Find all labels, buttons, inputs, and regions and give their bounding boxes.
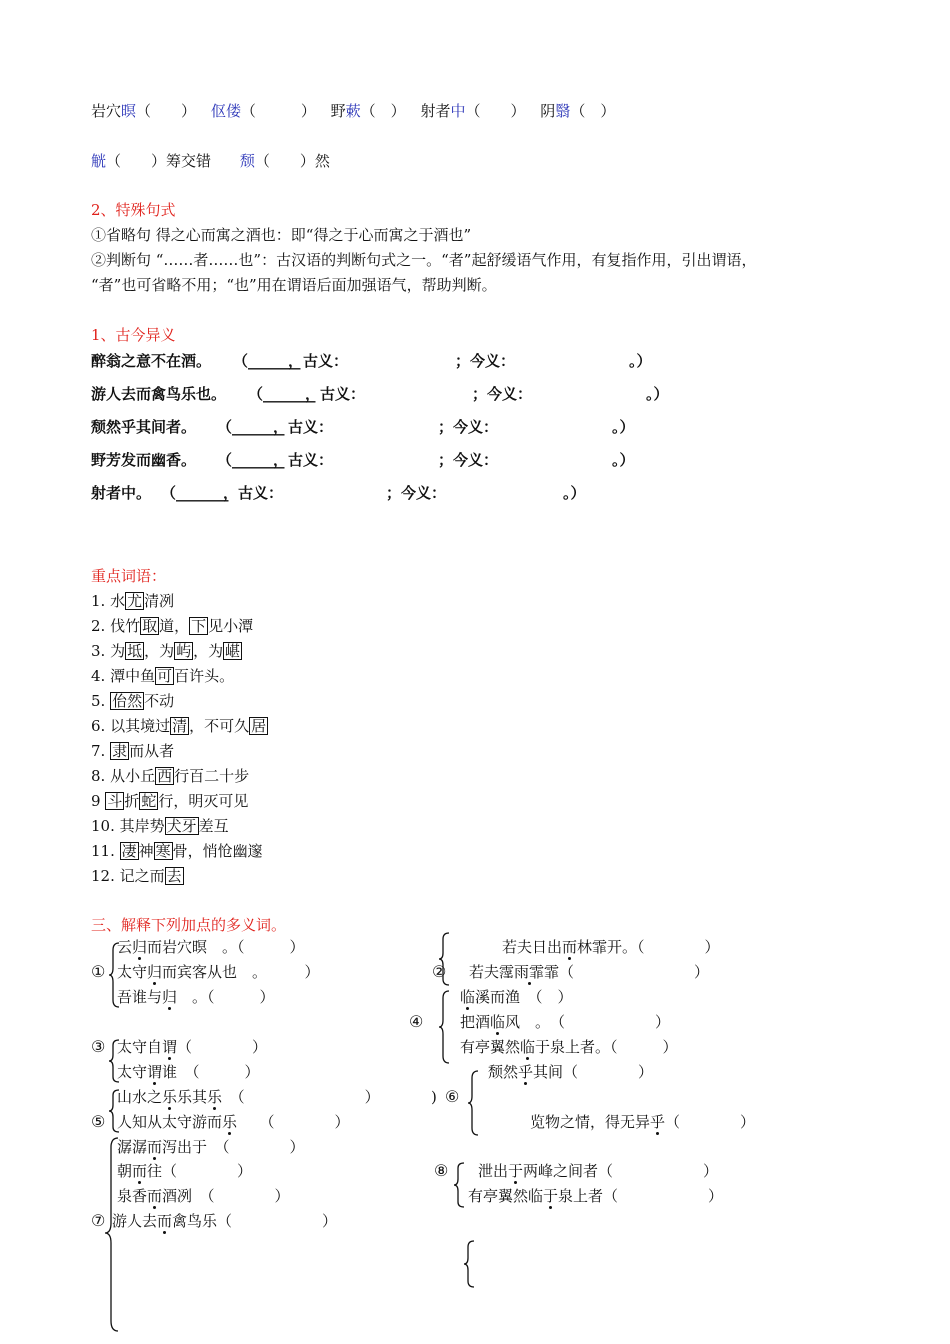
dotted-word: 乐 xyxy=(207,1088,223,1106)
polysemy-entry xyxy=(117,1087,380,1107)
dotted-word: 而 xyxy=(147,1187,163,1205)
dotted-word: 谓 xyxy=(162,1038,178,1056)
dotted-word: 而 xyxy=(132,1162,148,1180)
brace-group-1 xyxy=(107,940,121,1010)
entry-text: 泻出于 xyxy=(162,1138,208,1156)
entry-text: 有亭翼然临 xyxy=(468,1187,544,1205)
phonetic-item: 觥（ ）筹交错 xyxy=(91,152,212,170)
dotted-word: 霪雨霏霏 xyxy=(499,963,560,981)
keyword-boxed-char: 清 xyxy=(172,717,188,735)
keyword-text: ，为 xyxy=(144,642,175,660)
entry-text: 吾谁与 xyxy=(117,988,163,1006)
gujin-e: 。） xyxy=(612,418,635,436)
keyword-text: 9 xyxy=(91,792,106,810)
phonetic-item: 伛偻（ ） xyxy=(210,102,316,120)
entry-text: 潺潺 xyxy=(117,1138,148,1156)
gujin-s: 醉翁之意不在酒。 xyxy=(91,352,212,370)
entry-text: 太守 xyxy=(117,1063,148,1081)
keyword-text: 百许头。 xyxy=(174,667,235,685)
answer-blank: （ ） xyxy=(177,1063,260,1081)
special-heading: 2、特殊句式 xyxy=(91,201,176,219)
entry-text: 谁 xyxy=(162,1063,178,1081)
polysemy-entry xyxy=(117,987,275,1007)
brace-group-6 xyxy=(466,1068,480,1138)
keyword-boxed-char: 屿 xyxy=(176,642,192,660)
brace-group-2 xyxy=(437,930,451,988)
dotted-word: 而 xyxy=(562,938,578,956)
keyword-text: 行，明灭可见 xyxy=(158,792,249,810)
gujin-g: ，古义： xyxy=(273,418,334,436)
answer-blank: （ ） xyxy=(192,1187,290,1205)
entry-text: 往 xyxy=(147,1162,163,1180)
entry-text: 太守 xyxy=(117,963,148,981)
keyword-boxed-char: 斗 xyxy=(107,792,123,810)
keyword-boxed-char: 可 xyxy=(157,667,173,685)
keyword-text: 3. 为 xyxy=(91,642,126,660)
keyword-item xyxy=(91,866,184,886)
answer-blank: 。 ） xyxy=(237,963,320,981)
answer-blank: （ ） xyxy=(637,938,720,956)
polysemy-entry xyxy=(460,987,573,1007)
keyword-item xyxy=(91,591,174,611)
gujin-s: 射者中。 xyxy=(91,484,152,502)
polysemy-entry xyxy=(478,1161,718,1181)
keyword-text: 11. xyxy=(91,842,120,860)
gujin-b: （_______ xyxy=(161,484,229,502)
entry-text: 人知从太守游而 xyxy=(117,1113,223,1131)
keyword-boxed-char: 尤 xyxy=(127,592,143,610)
entry-text: 山水之 xyxy=(117,1088,163,1106)
polysemy-entry xyxy=(117,1112,350,1132)
keyword-text: 12. 记之而 xyxy=(91,867,165,885)
entry-text: 禽鸟乐 xyxy=(172,1212,218,1230)
group-number: ② xyxy=(432,962,447,981)
answer-blank: （ ） xyxy=(598,1162,719,1180)
keyword-text: 清冽 xyxy=(144,592,175,610)
gujin-s: 野芳发而幽香。 xyxy=(91,451,197,469)
gujin-g: ，古义： xyxy=(273,451,334,469)
entry-text: 林霏开。 xyxy=(577,938,638,956)
phonetic-row-1 xyxy=(91,101,615,121)
keyword-boxed-char: 隶 xyxy=(112,742,128,760)
keyword-item xyxy=(91,716,268,736)
entry-text: 若夫 xyxy=(469,963,500,981)
keyword-boxed-char: 寒 xyxy=(155,842,171,860)
keyword-text: 差互 xyxy=(198,817,229,835)
dotted-word: 乎 xyxy=(650,1113,666,1131)
answer-blank: （ ） xyxy=(217,1212,338,1230)
phonetic-item: 岩穴暝（ ） xyxy=(91,102,197,120)
dotted-word: 乐 xyxy=(222,1113,238,1131)
keyword-text: 而从者 xyxy=(129,742,175,760)
answer-blank: （ ） xyxy=(520,988,573,1006)
group-number: ⑦ xyxy=(91,1211,106,1230)
dotted-word: 谓 xyxy=(147,1063,163,1081)
dotted-word: 归 xyxy=(147,963,163,981)
keyword-text: 见小潭 xyxy=(208,617,254,635)
keyword-text: ，不可久 xyxy=(189,717,250,735)
entry-text: 两峰之间者 xyxy=(523,1162,599,1180)
keyword-text: 8. 从小丘 xyxy=(91,767,156,785)
gujin-j: ；今义： xyxy=(472,385,533,403)
gujin-e: 。） xyxy=(563,484,586,502)
entry-text: 泉上者 xyxy=(558,1187,604,1205)
phonetic-item: 颓（ ）然 xyxy=(239,152,330,170)
gujin-j: ；今义： xyxy=(386,484,447,502)
answer-blank: 。 （ ） xyxy=(520,1013,671,1031)
entry-text: 酒冽 xyxy=(162,1187,193,1205)
special-line-2: ②判断句 “……者……也”：古汉语的判断句式之一。“者”起舒缓语气作用，有复指作用，引出谓语， xyxy=(91,251,757,269)
gujin-b: （_______ xyxy=(217,418,285,436)
keyword-item xyxy=(91,816,229,836)
polysemy-entry xyxy=(112,1211,337,1231)
keyword-boxed-char: 居 xyxy=(251,717,267,735)
gujin-heading: 1、古今异义 xyxy=(91,326,176,344)
answer-blank: （ ） xyxy=(665,1113,756,1131)
polysemy-entry xyxy=(117,1037,267,1057)
answer-blank: （ ） xyxy=(222,1088,380,1106)
keyword-item xyxy=(91,791,248,811)
entry-text: 有亭翼然 xyxy=(460,1038,521,1056)
polysemy-entry xyxy=(117,1186,290,1206)
dotted-word: 乐 xyxy=(162,1088,178,1106)
keyword-text: 1. 水 xyxy=(91,592,126,610)
answer-blank: （ ） xyxy=(237,1113,350,1131)
keyword-text: 5. xyxy=(91,692,111,710)
answer-blank: （ ） xyxy=(563,1063,654,1081)
answer-blank: （ ） xyxy=(610,1038,678,1056)
keyword-boxed-char: 取 xyxy=(142,617,158,635)
brace-empty xyxy=(462,1238,476,1290)
dotted-word: 乎 xyxy=(518,1063,534,1081)
keyword-boxed-char: 去 xyxy=(166,867,182,885)
entry-text: 游人去 xyxy=(112,1212,158,1230)
keyword-item xyxy=(91,616,253,636)
polysemy-entry xyxy=(530,1112,755,1132)
keyword-item xyxy=(91,641,242,661)
special-line-3: “者”也可省略不用；“也”用在谓语后面加强语气，帮助判断。 xyxy=(91,276,497,294)
answer-blank: （ ） xyxy=(559,963,710,981)
entry-text: 于泉上者。 xyxy=(535,1038,611,1056)
gujin-j: ；今义： xyxy=(438,418,499,436)
brace-group-4 xyxy=(437,988,451,1066)
entry-text: 而岩穴暝 xyxy=(147,938,208,956)
answer-blank: 。（ ） xyxy=(207,938,305,956)
gujin-g: ，古义： xyxy=(288,352,349,370)
brace-group-7 xyxy=(103,1135,121,1335)
polysemy-entry xyxy=(460,1012,670,1032)
dotted-word: 临 xyxy=(490,1013,506,1031)
gujin-b: （_______ xyxy=(248,385,316,403)
polysemy-entry xyxy=(117,1161,252,1181)
gujin-g: ，古义： xyxy=(305,385,366,403)
group-number: ⑤ xyxy=(91,1112,106,1131)
keyword-text: 行百二十步 xyxy=(174,767,250,785)
keyword-item xyxy=(91,766,249,786)
entry-text: 泄出 xyxy=(478,1162,509,1180)
entry-text: 其间 xyxy=(533,1063,564,1081)
gujin-b: （_______ xyxy=(233,352,301,370)
brace-group-8 xyxy=(452,1160,466,1210)
keyword-item xyxy=(91,841,263,861)
keyword-text: 折 xyxy=(124,792,140,810)
entry-text: 把酒 xyxy=(460,1013,491,1031)
dotted-word: 临 xyxy=(520,1038,536,1056)
keyword-boxed-char: 蛇 xyxy=(141,792,157,810)
keyword-boxed-char: 凄 xyxy=(121,842,137,860)
keyword-item xyxy=(91,691,174,711)
gujin-e: 。） xyxy=(629,352,652,370)
polysemy-entry xyxy=(117,962,320,982)
entry-text: 而宾客从也 xyxy=(162,963,238,981)
gujin-j: ；今义： xyxy=(438,451,499,469)
answer-blank: （ ） xyxy=(207,1138,305,1156)
entry-text: 览物之情，得无异 xyxy=(530,1113,651,1131)
gujin-g: ，古义： xyxy=(223,484,284,502)
polysemy-entry xyxy=(460,1037,678,1057)
gujin-s: 颓然乎其间者。 xyxy=(91,418,197,436)
answer-blank: 。（ ） xyxy=(177,988,275,1006)
brace-group-3 xyxy=(107,1037,121,1085)
entry-text: 太守自 xyxy=(117,1038,163,1056)
gujin-b: （_______ xyxy=(217,451,285,469)
entry-text: 云 xyxy=(117,938,133,956)
phonetic-item: 阴翳（ ） xyxy=(540,102,616,120)
special-line-1: ①省略句 得之心而寓之酒也：即“得之于心而寓之于酒也” xyxy=(91,226,472,244)
polysemy-entry xyxy=(502,937,720,957)
entry-text: 泉香 xyxy=(117,1187,148,1205)
keyword-boxed-char: 犬牙 xyxy=(166,817,197,835)
entry-text: 溪而渔 xyxy=(475,988,521,1006)
entry-text: 风 xyxy=(505,1013,521,1031)
dotted-word: 于 xyxy=(543,1187,559,1205)
polysemy-entry xyxy=(117,1062,260,1082)
group-number: ④ xyxy=(409,1012,424,1031)
group-number: ⑥ xyxy=(445,1087,460,1106)
keyword-boxed-char: 坻 xyxy=(127,642,143,660)
keyword-boxed-char: 西 xyxy=(157,767,173,785)
stray-paren: ) xyxy=(431,1088,437,1106)
keyword-text: 2. 伐竹 xyxy=(91,617,141,635)
polysemy-heading: 三、解释下列加点的多义词。 xyxy=(91,916,287,934)
entry-text: 朝 xyxy=(117,1162,133,1180)
gujin-j: ；今义： xyxy=(455,352,516,370)
group-number: ③ xyxy=(91,1037,106,1056)
gujin-s: 游人去而禽鸟乐也。 xyxy=(91,385,227,403)
answer-blank: （ ） xyxy=(177,1038,268,1056)
answer-blank: （ ） xyxy=(603,1187,724,1205)
dotted-word: 归 xyxy=(162,988,178,1006)
keyword-boxed-char: 嵁 xyxy=(225,642,241,660)
keyword-boxed-char: 下 xyxy=(191,617,207,635)
keyword-text: 6. 以其境过 xyxy=(91,717,171,735)
entry-text: 若夫日出 xyxy=(502,938,563,956)
entry-text: 颓然 xyxy=(488,1063,519,1081)
keyword-text: 骨，悄怆幽邃 xyxy=(172,842,263,860)
gujin-e: 。） xyxy=(646,385,669,403)
group-number: ⑧ xyxy=(434,1161,449,1180)
polysemy-entry xyxy=(117,937,305,957)
keyword-boxed-char: 佁然 xyxy=(112,692,143,710)
phonetic-item: 射者中（ ） xyxy=(420,102,526,120)
keyword-text: ，为 xyxy=(193,642,224,660)
keyword-text: 神 xyxy=(138,842,154,860)
keyword-item xyxy=(91,666,234,686)
polysemy-entry xyxy=(469,962,709,982)
keywords-heading: 重点词语： xyxy=(91,567,167,585)
gujin-e: 。） xyxy=(612,451,635,469)
group-number: ① xyxy=(91,962,106,981)
dotted-word: 于 xyxy=(508,1162,524,1180)
keyword-item xyxy=(91,741,174,761)
entry-text: 乐其 xyxy=(177,1088,208,1106)
brace-group-5 xyxy=(107,1087,121,1135)
dotted-word: 临 xyxy=(460,988,476,1006)
keyword-text: 7. xyxy=(91,742,111,760)
phonetic-item: 野蔌（ ） xyxy=(330,102,406,120)
phonetic-row-2 xyxy=(91,151,330,171)
polysemy-entry xyxy=(117,1137,305,1157)
dotted-word: 而 xyxy=(147,1138,163,1156)
keyword-text: 道， xyxy=(159,617,190,635)
keyword-text: 10. 其岸势 xyxy=(91,817,165,835)
keyword-text: 不动 xyxy=(144,692,175,710)
answer-blank: （ ） xyxy=(162,1162,253,1180)
dotted-word: 而 xyxy=(157,1212,173,1230)
dotted-word: 归 xyxy=(132,938,148,956)
polysemy-entry xyxy=(488,1062,653,1082)
polysemy-entry xyxy=(468,1186,723,1206)
keyword-text: 4. 潭中鱼 xyxy=(91,667,156,685)
